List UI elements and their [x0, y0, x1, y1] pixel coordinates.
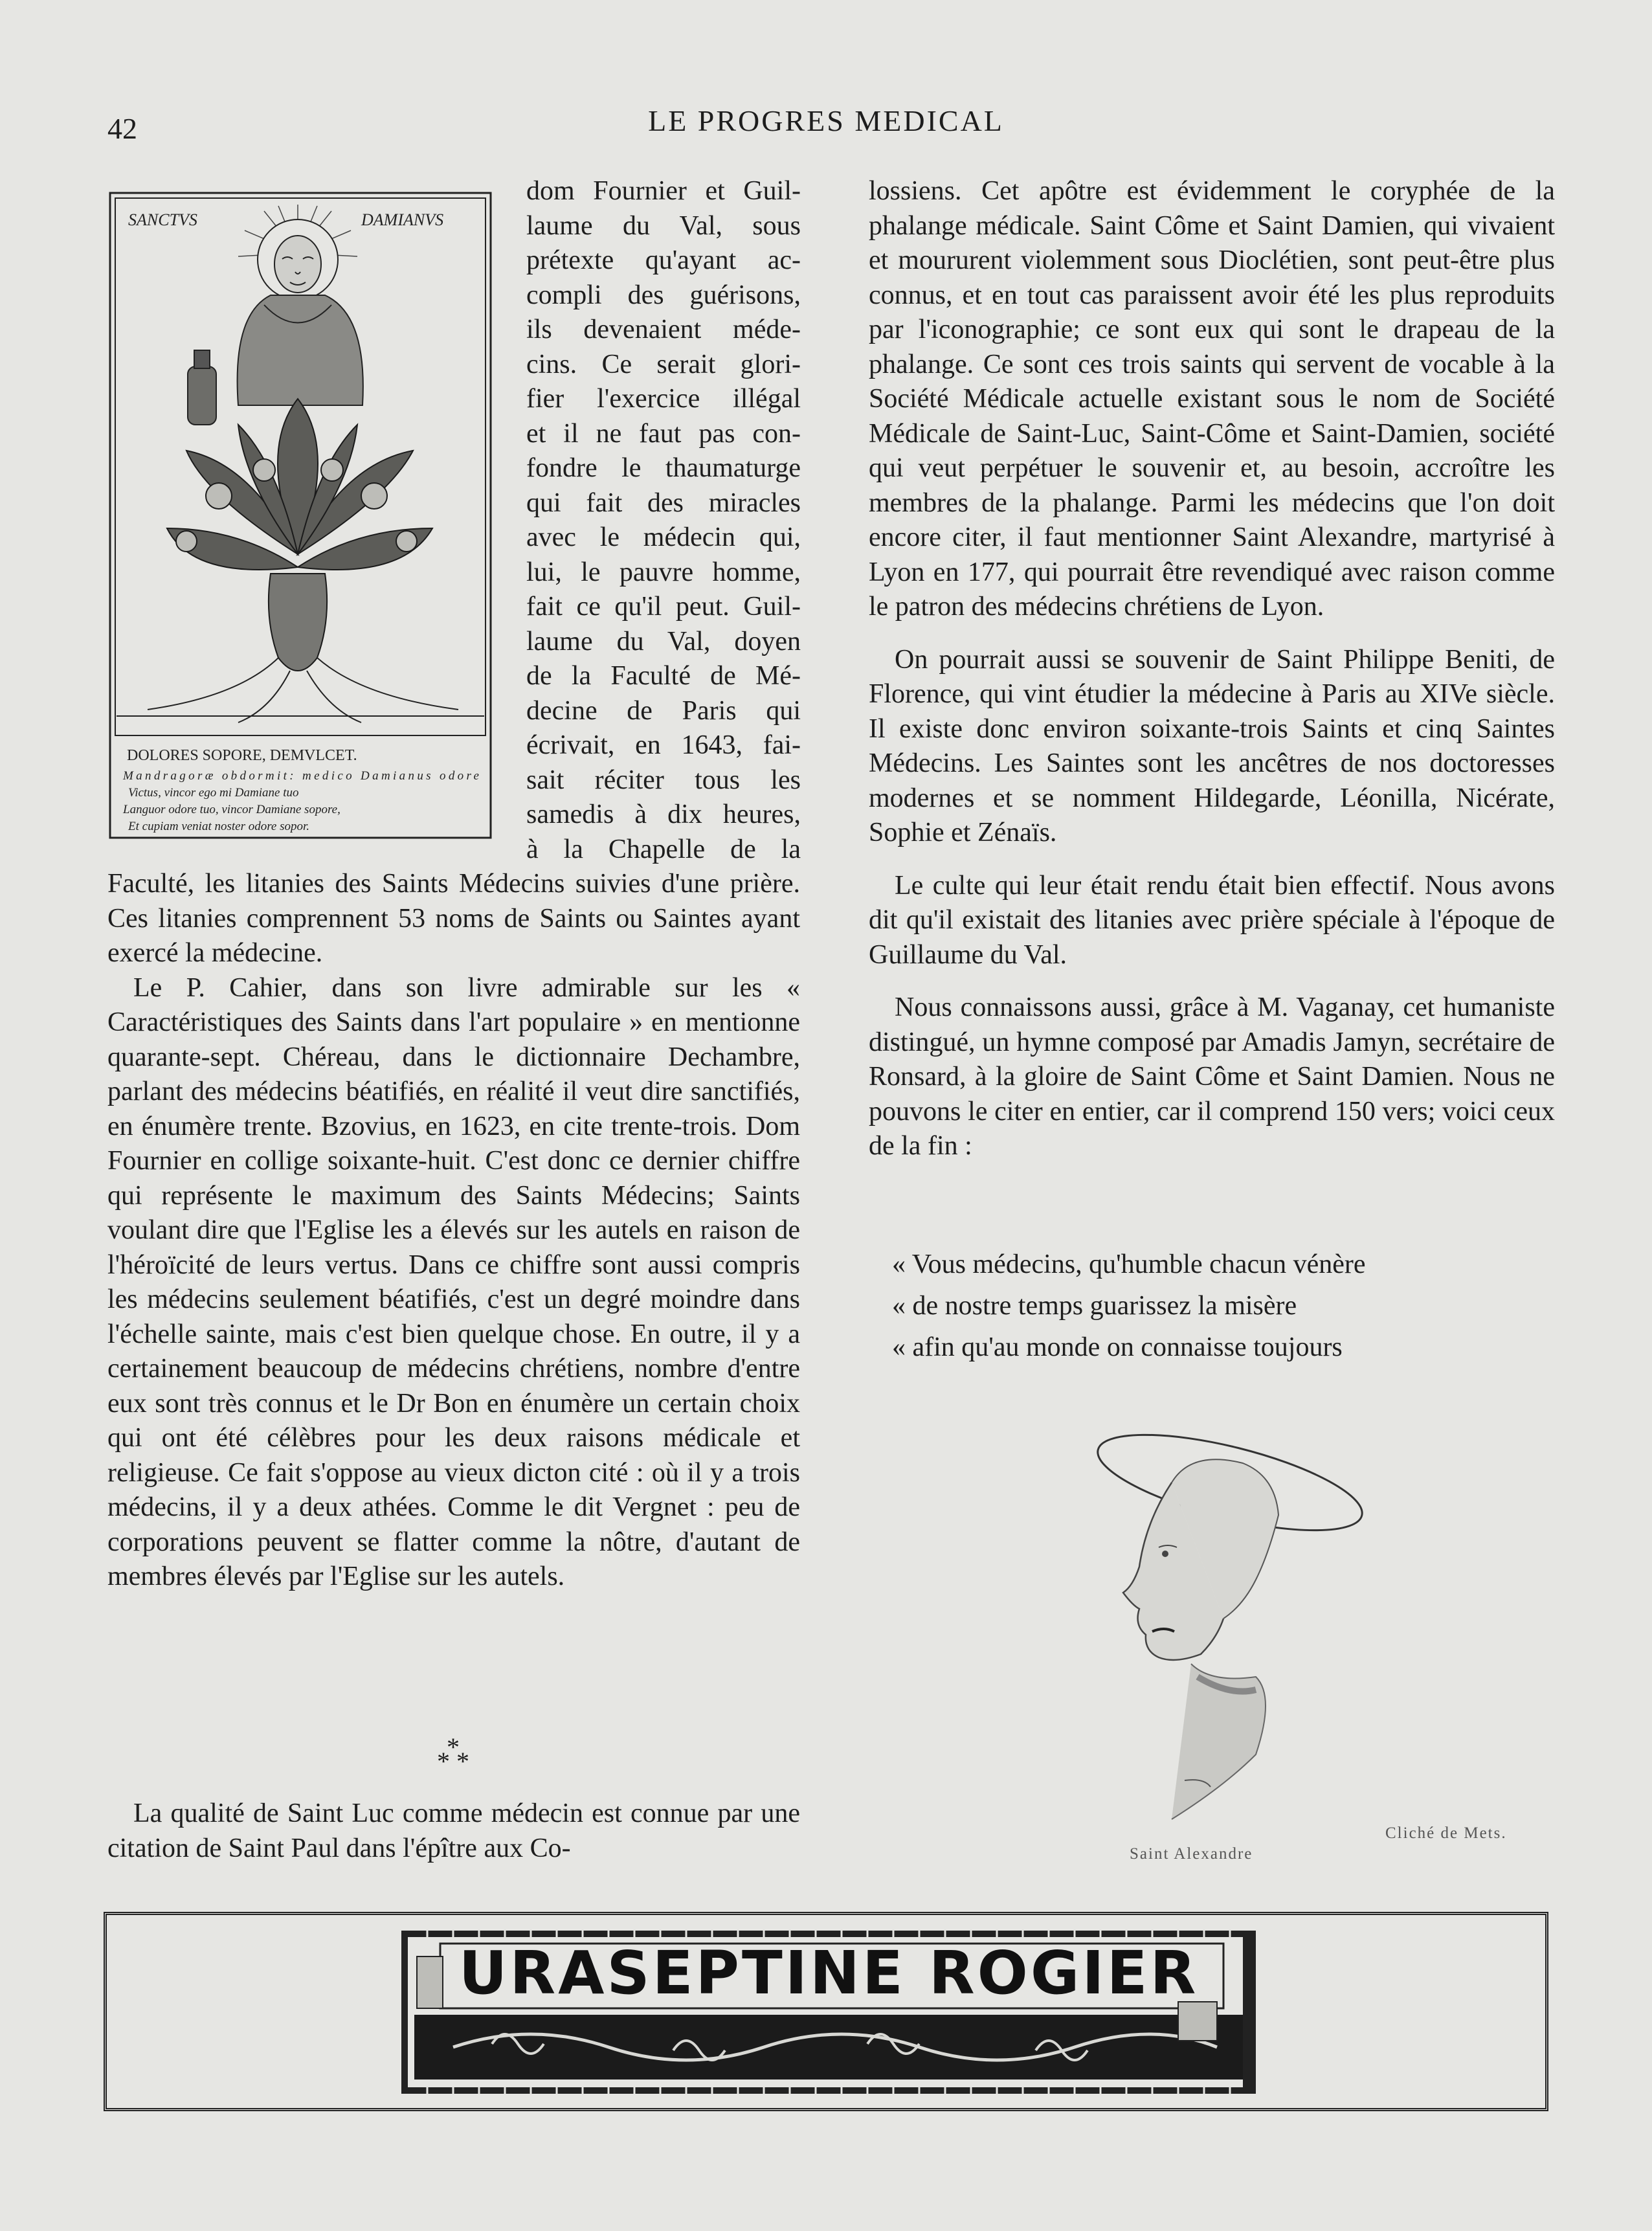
- verse-line: « Vous médecins, qu'humble chacun vénère: [892, 1250, 1366, 1279]
- verse-line: « de nostre temps guarissez la misère: [892, 1291, 1297, 1321]
- text-line: prétexte qu'ayant ac-: [526, 245, 801, 275]
- uraseptine-ad: [401, 1931, 1256, 2094]
- text-line: écrivait, en 1643, fai-: [526, 730, 801, 760]
- paragraph-beniti: On pourrait aussi se souvenir de Saint Philippe Beniti, de Florence, qui vint étudier la médecine à Paris au XIVe siècle. Il existe donc environ soixante-trois Saints et cinq Saintes Médecins. Les Saintes sont les ancêtres de nos doctoresses modernes et se nomment Hildegarde, Léonilla, Nicérate, Sophie et Zénaïs.: [869, 644, 1555, 847]
- engraving-name-left: SANCTVS: [128, 210, 197, 229]
- text-line: de la Faculté de Mé-: [526, 661, 801, 691]
- ad-brand-name: URASEPTINE ROGIER: [458, 1938, 1199, 2008]
- paragraph-cahier: Le P. Cahier, dans son livre admirable sur les « Caractéristiques des Saints dans l'art populaire » en mentionne quarante-sept. Chéreau, dans le dictionnaire Dechambre, parlant des médecins béatifiés, en réalité il veut dire sanctifiés, en énumère trente. Bzovius, en 1623, en cite trente-trois. Dom Fournier en collige soixante-huit. C'est donc ce dernier chiffre qui représente le maximum des Saints Médecins; Saints voulant dire que l'Eglise les a élevés sur les autels en raison de l'héroïcité de leurs vertus. Dans ce chiffre sont aussi compris les médecins seulement béatifiés, c'est un degré moindre dans l'échelle sainte, mais c'est bien quelque chose. En outre, il y a certainement beaucoup de médecins chrétiens, nombre d'entre eux sont très connus et le Dr Bon en énumère un certain choix qui ont été célèbres pour les deux raisons médicale et religieuse. Ce fait s'oppose au vieux dicton cité : où il y a trois médecins, il y a deux athées. Comme le dit Vergnet : peu de corporations peuvent se flatter comme la nôtre, d'autant de membres élevés par l'Eglise sur les autels.: [107, 972, 800, 1591]
- text-line: sait réciter tous les: [526, 765, 801, 795]
- text-line: dom Fournier et Guil-: [526, 176, 801, 206]
- article-right-column: [869, 174, 1555, 1164]
- text-line: cins. Ce serait glori-: [526, 349, 801, 379]
- engraving-motto-title: DOLORES SOPORE, DEMVLCET.: [127, 747, 357, 764]
- running-title: LE PROGRES MEDICAL: [648, 104, 1004, 137]
- verse-line: « afin qu'au monde on connaisse toujours: [892, 1332, 1343, 1362]
- article-left-column-end: [107, 1797, 800, 1866]
- engraving-motto-line-2: Victus, vincor ego mi Damiane tuo: [128, 786, 299, 800]
- paragraph-saint-luc: La qualité de Saint Luc comme médecin est connue par une citation de Saint Paul dans l'épître aux Co-: [107, 1799, 800, 1863]
- text-line: laume du Val, sous: [526, 210, 801, 241]
- text-line: fait ce qu'il peut. Guil-: [526, 592, 801, 622]
- text-line: laume du Val, doyen: [526, 626, 801, 656]
- advertisement-frame: [104, 1912, 1548, 2111]
- text-line: lui, le pauvre homme,: [526, 557, 801, 587]
- article-column-beside-figure: [526, 174, 801, 867]
- text-line: samedis à dix heures,: [526, 800, 801, 829]
- text-line: compli des guérisons,: [526, 280, 801, 310]
- text-line: ils devenaient méde-: [526, 315, 801, 344]
- text-line: avec le médecin qui,: [526, 522, 801, 552]
- text-line: qui fait des miracles: [526, 488, 801, 518]
- text-line: decine de Paris qui: [526, 695, 801, 726]
- section-separator: * * *: [437, 1732, 469, 1776]
- portrait-credit: Cliché de Mets.: [1385, 1824, 1507, 1842]
- page-number: 42: [107, 112, 137, 145]
- engraving-motto-line-4: Et cupiam veniat noster odore sopor.: [128, 820, 310, 833]
- text-line: et il ne faut pas con-: [526, 418, 801, 449]
- article-left-column: [107, 867, 800, 1595]
- paragraph-culte: Le culte qui leur était rendu était bien effectif. Nous avons dit qu'il existait des litanies avec prière spéciale à l'époque de Guillaume du Val.: [869, 870, 1555, 970]
- saint-alexandre-sketch: [1062, 1392, 1372, 1845]
- portrait-caption: Saint Alexandre: [1130, 1845, 1253, 1863]
- text-line: à la Chapelle de la: [526, 834, 801, 864]
- engraving-motto-line-3: Languor odore tuo, vincor Damiane sopore,: [123, 803, 340, 816]
- paragraph-vaganay: Nous connaissons aussi, grâce à M. Vaganay, cet humaniste distingué, un hymne composé par Amadis Jamyn, secrétaire de Ronsard, à la gloire de Saint Côme et Saint Damien. Nous ne pouvons le citer en entier, car il comprend 150 vers; voici ceux de la fin :: [869, 992, 1555, 1161]
- paragraph-colossiens: lossiens. Cet apôtre est évidemment le coryphée de la phalange médicale. Saint Côme et Saint Damien, qui vivaient et moururent violemment sous Dioclétien, sont peut-être plus connus, et en tout cas paraissent avoir été les plus reproduits par l'iconographie; ce sont eux qui sont le drapeau de la phalange. Ce sont ces trois saints qui servent de vocable à la Société Médicale actuelle existant sous le nom de Société Médicale de Saint-Luc, Saint-Côme et Saint-Damien, société qui veut perpétuer le souvenir et, au besoin, accroître les membres de la phalange. Parmi les médecins que l'on doit encore citer, il faut mentionner Saint Alexandre, martyrisé à Lyon en 177, qui pourrait être revendiqué avec raison comme le patron des médecins chrétiens de Lyon.: [869, 176, 1555, 622]
- engraving-motto-line-1: Mandragoræ obdormit: medico Damianus odore: [123, 769, 479, 783]
- paragraph-litanies: Faculté, les litanies des Saints Médecins suivies d'une prière. Ces litanies comprennent 53 noms de Saints ou Saintes ayant exercé la médecine.: [107, 869, 800, 968]
- saint-damien-engraving: [109, 192, 492, 839]
- hymn-verse: [892, 1244, 1539, 1368]
- text-line: fier l'exercice illégal: [526, 384, 801, 414]
- text-line: fondre le thaumaturge: [526, 453, 801, 483]
- engraving-name-right: DAMIANVS: [361, 210, 444, 229]
